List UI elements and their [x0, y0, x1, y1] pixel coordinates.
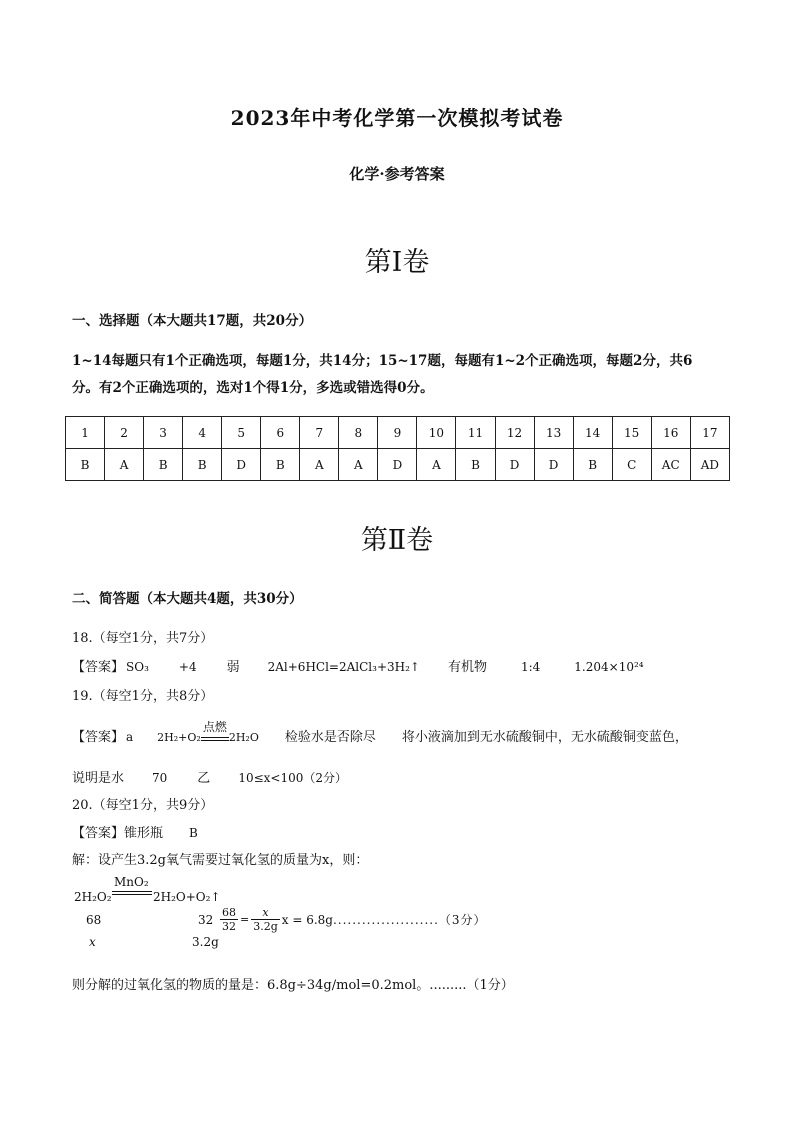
answer-cell: A — [300, 449, 339, 481]
q20-mass-left: 68 — [86, 913, 102, 927]
q18-label: 18.（每空1分，共7分） — [72, 631, 214, 646]
section-one-title: 一、选择题（本大题共17题，共20分） — [72, 313, 313, 329]
q20-var-right: 3.2g — [192, 935, 219, 949]
answer-cell: D — [378, 449, 417, 481]
q19-answer-line — [72, 720, 688, 745]
answer-cell: D — [534, 449, 573, 481]
question-number-cell: 15 — [612, 417, 651, 449]
question-number-cell: 6 — [261, 417, 300, 449]
question-number-cell: 1 — [66, 417, 105, 449]
answer-cell: B — [66, 449, 105, 481]
q20-proportion: $\frac{68}{32}$ = $\frac{x}{3.2g}$ x = 6.8g......................（3分） — [222, 906, 487, 933]
question-number-cell: 9 — [378, 417, 417, 449]
answer-cell: B — [456, 449, 495, 481]
q20-answer-line — [72, 822, 198, 841]
q18-answer-4: 2Al+6HCl=2AlCl₃+3H₂↑ — [267, 660, 420, 674]
q18-answer-line — [72, 656, 644, 675]
page-subtitle: 化学·参考答案 — [349, 165, 445, 183]
answer-cell: B — [573, 449, 612, 481]
q19-answer-3: 检验水是否除尽 — [284, 730, 376, 745]
q20-fraction-1: $\frac{68}{32}$ — [222, 906, 236, 933]
question-number-cell: 17 — [690, 417, 729, 449]
q18-answer-1: SO₃ — [126, 660, 149, 674]
section-two-title: 二、简答题（本大题共4题，共30分） — [72, 591, 303, 607]
question-number-cell: 5 — [222, 417, 261, 449]
q20-catalyst: MnO₂ — [114, 875, 149, 889]
q19-eq-right: 2H₂O — [228, 731, 259, 744]
q19-answer-line-2 — [72, 767, 347, 786]
page-title: 2023年中考化学第一次模拟考试卷 — [230, 106, 564, 130]
question-number-cell: 10 — [417, 417, 456, 449]
answer-cell: B — [183, 449, 222, 481]
answer-cell: A — [417, 449, 456, 481]
q20-var-left: x — [89, 935, 96, 949]
q19-label: 19.（每空1分，共8分） — [72, 689, 214, 704]
answer-cell: D — [495, 449, 534, 481]
q18-answer-7: 1.204×10²⁴ — [574, 660, 644, 674]
q20-eq-right: 2H₂O+O₂↑ — [153, 890, 221, 904]
instruction-line-2: 分。有2个正确选项的，选对1个得1分，多选或错选得0分。 — [72, 380, 434, 396]
q19-answer-4: 将小液滴加到无水硫酸铜中，无水硫酸铜变蓝色， — [401, 730, 688, 745]
question-number-cell: 16 — [651, 417, 690, 449]
q20-eq-arrow — [112, 891, 152, 895]
q19-answer-7: 10≤x<100（2分） — [238, 771, 347, 785]
q19-eq-left: 2H₂+O₂ — [157, 731, 201, 744]
part-one-heading: 第Ⅰ卷 — [364, 247, 430, 278]
q19-eq-condition: 点燃 — [202, 720, 227, 734]
question-number-cell: 11 — [456, 417, 495, 449]
answer-cell: D — [222, 449, 261, 481]
q20-solve-intro: 解：设产生3.2g氧气需要过氧化氢的质量为x，则： — [72, 853, 369, 868]
answer-cell: AD — [690, 449, 729, 481]
answer-prefix: 【答案】 — [72, 826, 125, 841]
answer-cell: A — [105, 449, 144, 481]
answer-cell: AC — [651, 449, 690, 481]
question-number-cell: 12 — [495, 417, 534, 449]
question-number-cell: 8 — [339, 417, 378, 449]
q18-answer-6: 1:4 — [520, 660, 541, 674]
q19-eq-arrow — [201, 720, 229, 741]
answer-cell: A — [339, 449, 378, 481]
q20-fraction-2: $\frac{x}{3.2g}$ — [253, 906, 278, 933]
answer-cell: B — [261, 449, 300, 481]
q19-answer-6: 乙 — [197, 771, 211, 786]
answer-prefix: 【答案】 — [72, 730, 125, 745]
q20-eq-left: 2H₂O₂ — [74, 890, 112, 904]
q20-label: 20.（每空1分，共9分） — [72, 798, 214, 813]
answer-table — [65, 416, 730, 481]
q20-final-answer: 则分解的过氧化氢的物质的量是：6.8g÷34g/mol=0.2mol。.........（1分） — [72, 978, 514, 993]
answer-cell: B — [144, 449, 183, 481]
question-number-cell: 14 — [573, 417, 612, 449]
q19-answer-5: 70 — [152, 771, 168, 785]
q20-result: x = 6.8g — [281, 912, 333, 927]
instruction-line-1: 1~14每题只有1个正确选项，每题1分，共14分；15~17题，每题有1~2个正确选项，每题2分，共6 — [72, 353, 693, 369]
q20-answer-2: B — [189, 826, 198, 840]
q19-answer-1: a — [126, 730, 134, 744]
answer-table-answer-row — [66, 449, 730, 481]
answer-table-number-row — [66, 417, 730, 449]
q18-answer-2: +4 — [178, 660, 197, 674]
part-two-heading: 第Ⅱ卷 — [360, 525, 434, 556]
q18-answer-3: 弱 — [226, 660, 240, 675]
answer-prefix: 【答案】 — [72, 660, 125, 675]
q18-answer-5: 有机物 — [447, 660, 487, 675]
q19-line2-text: 说明是水 — [72, 771, 125, 786]
q20-mass-right: 32 — [198, 913, 214, 927]
q20-score-1: ......................（3分） — [332, 913, 487, 927]
question-number-cell: 3 — [144, 417, 183, 449]
question-number-cell: 7 — [300, 417, 339, 449]
question-number-cell: 2 — [105, 417, 144, 449]
question-number-cell: 4 — [183, 417, 222, 449]
answer-cell: C — [612, 449, 651, 481]
question-number-cell: 13 — [534, 417, 573, 449]
q20-answer-1: 锥形瓶 — [124, 826, 164, 841]
